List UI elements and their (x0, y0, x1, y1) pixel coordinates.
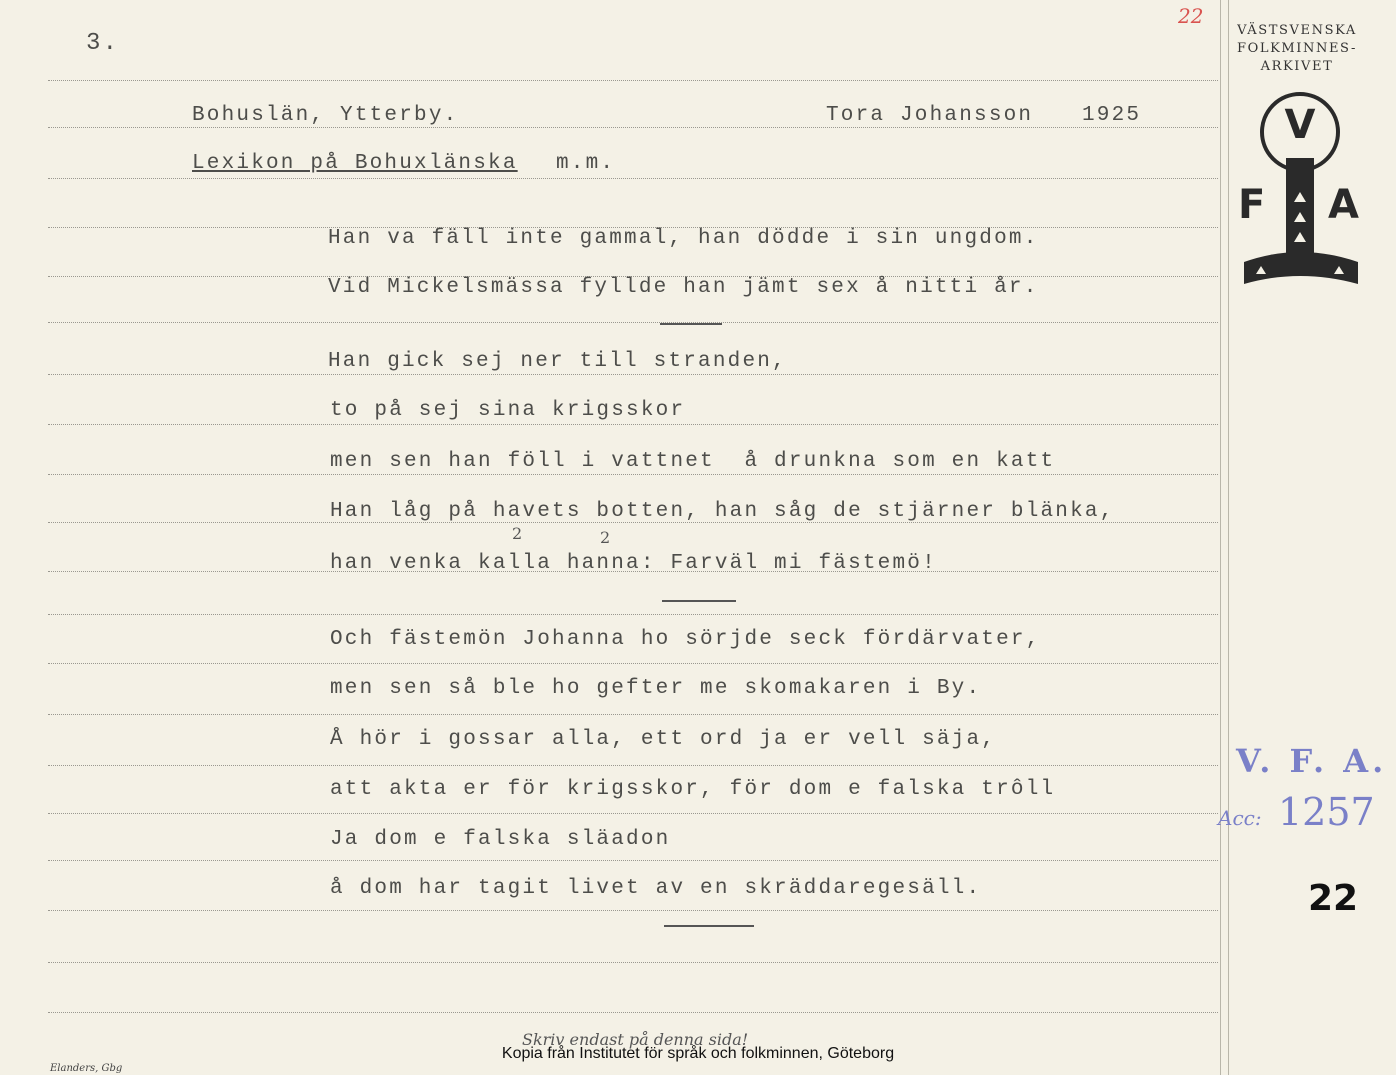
page-number: 3. (86, 30, 120, 57)
verse-line: Vid Mickelsmässa fyllde han jämt sex å nitti år. (328, 276, 1039, 299)
margin-line-outer (1228, 0, 1229, 1075)
header-place: Bohuslän, Ytterby. (192, 104, 459, 127)
archive-logo (1236, 92, 1364, 292)
archive-page-number: 22 (1308, 878, 1359, 919)
stamp-acc-number: 1257 (1278, 790, 1375, 834)
archive-name-line: FOLKMINNES- (1236, 41, 1358, 56)
verse-line: Ja dom e falska släadon (330, 828, 671, 851)
copy-notice: Kopia från Institutet för språk och folkminnen, Göteborg (501, 1045, 895, 1062)
archive-name-line: VÄSTSVENSKA (1237, 23, 1357, 38)
footer-instruction: Skriv endast på denna sida! (522, 1030, 749, 1049)
verse-line: å dom har tagit livet av en skräddaregesäll. (330, 877, 982, 900)
archive-name-line: ARKIVET (1260, 59, 1334, 74)
stamp-acc-prefix: Acc: (1218, 806, 1262, 830)
verse-line: Och fästemön Johanna ho sörjde seck fördärvater, (330, 628, 1041, 651)
verse-line: men sen han föll i vattnet å drunkna som en katt (330, 450, 1056, 473)
header-informant: Tora Johansson (826, 104, 1034, 127)
footer-printer: Elanders, Gbg (50, 1063, 123, 1074)
margin-line (1220, 0, 1221, 1075)
verse-line: Han va fäll inte gammal, han dödde i sin ungdom. (328, 227, 1039, 250)
red-pencil-mark: 22 (1178, 4, 1204, 28)
verse-line: att akta er för krigsskor, för dom e falska trôll (330, 778, 1056, 801)
stamp-vfa: V. F. A. (1236, 742, 1388, 780)
verse-line: Å hör i gossar alla, ett ord ja er vell säja, (330, 728, 997, 751)
pencil-mark: 2 (600, 528, 611, 547)
verse-line: to på sej sina krigsskor (330, 399, 686, 422)
verse-line: han venka kalla hanna: Farväl mi fästemö! (330, 552, 937, 575)
logo-left-letter: F (1238, 182, 1266, 228)
header-year: 1925 (1082, 104, 1142, 127)
section-divider (660, 323, 722, 325)
logo-center-letter: V (1284, 102, 1316, 148)
verse-line: Han gick sej ner till stranden, (328, 350, 787, 373)
verse-line: men sen så ble ho gefter me skomakaren i By. (330, 677, 982, 700)
archive-name (1232, 22, 1362, 76)
logo-right-letter: A (1328, 182, 1359, 228)
section-divider (664, 925, 754, 927)
header-subject-suffix: m.m. (556, 152, 616, 175)
header-subject: Lexikon på Bohuxlänska (192, 152, 518, 175)
verse-line: Han låg på havets botten, han såg de stjärner blänka, (330, 500, 1115, 523)
pencil-mark: 2 (512, 524, 523, 543)
section-divider (662, 600, 736, 602)
